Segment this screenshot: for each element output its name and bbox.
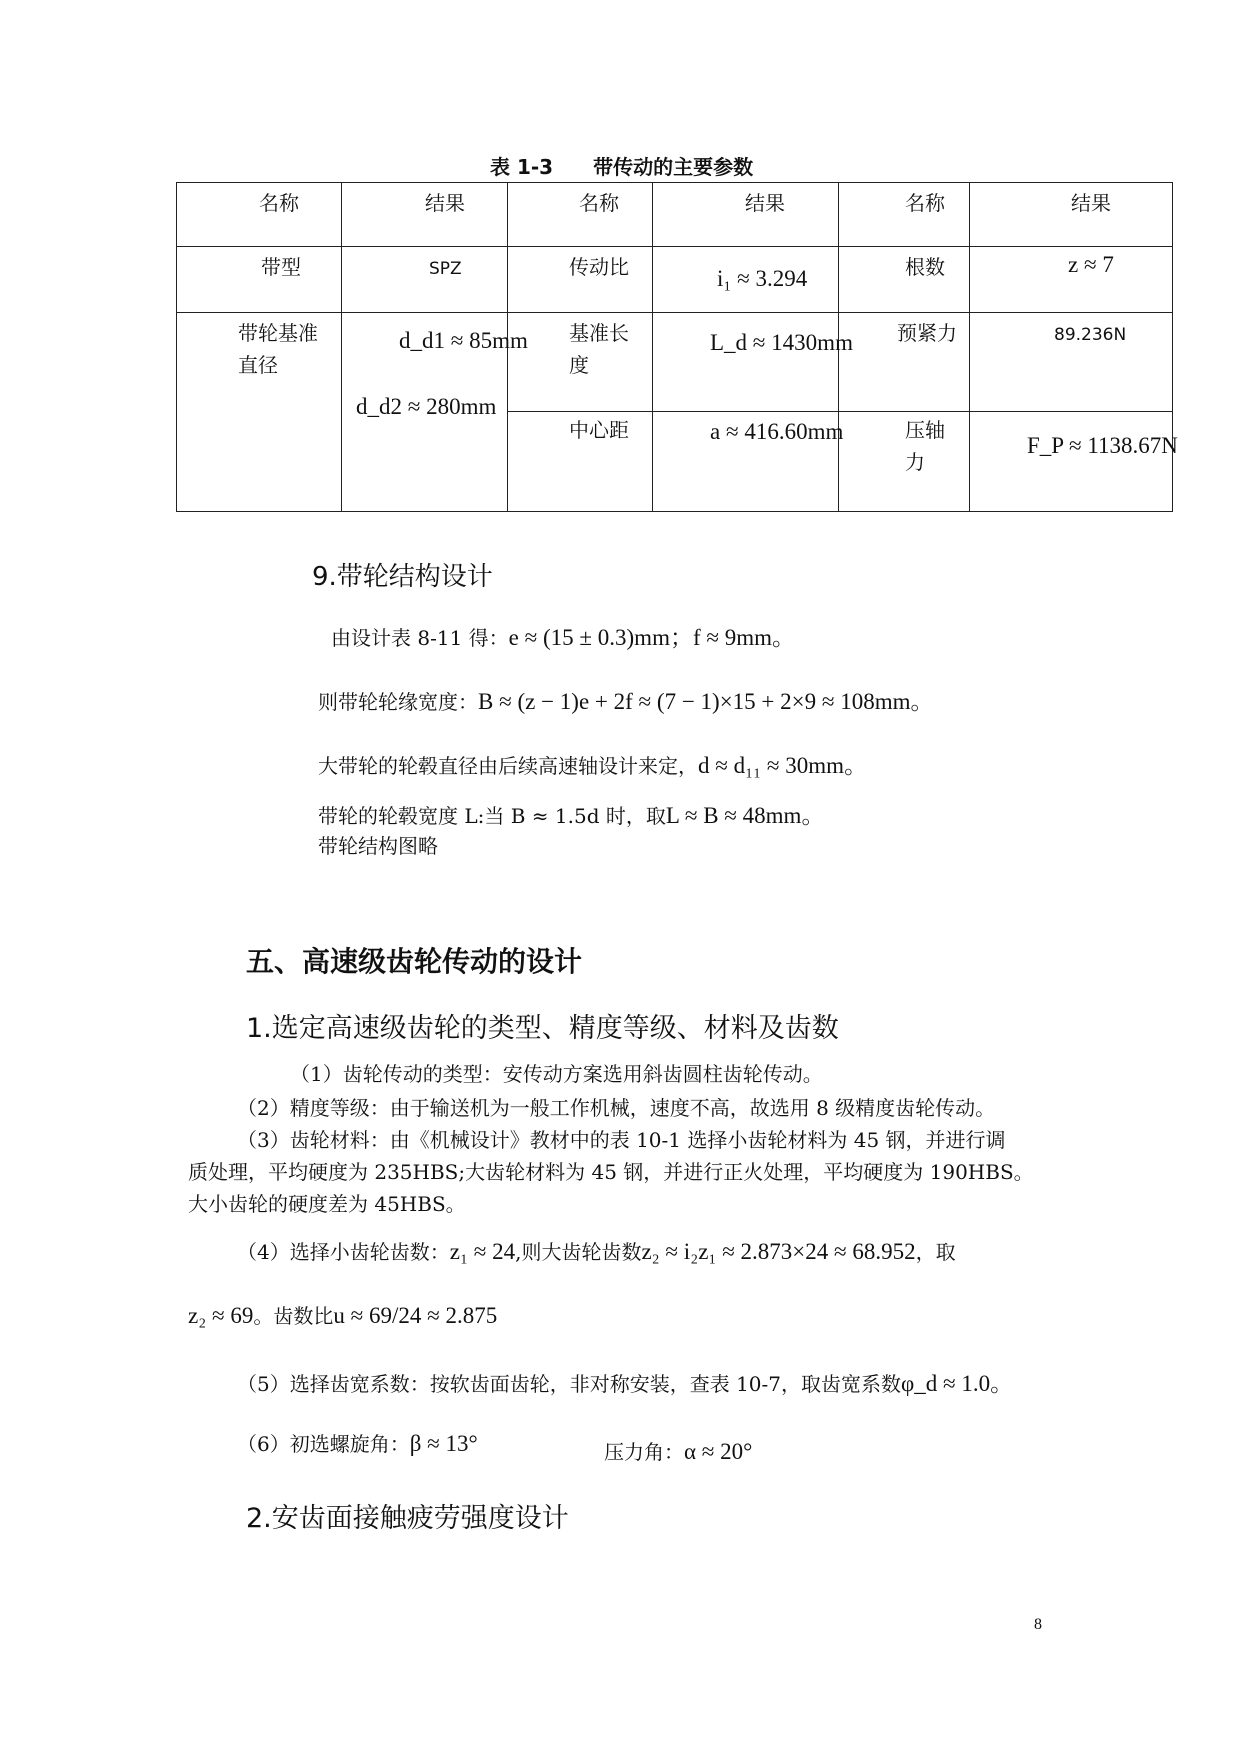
dd1-value: d_d1 ≈ 85mm <box>399 328 528 354</box>
page-number: 8 <box>1034 1616 1042 1633</box>
table-cell: L_d ≈ 1430mm <box>653 313 839 411</box>
subsection-2-heading: 2.安齿面接触疲劳强度设计 <box>246 1503 569 1534</box>
paragraph-4-line-1: （4）选择小齿轮齿数：z₁ ≈ 24,则大齿轮齿数z₂ ≈ i₂z₁ ≈ 2.873×24 ≈ 68.952，取 <box>237 1239 956 1264</box>
subsection-1-heading: 1.选定高速级齿轮的类型、精度等级、材料及齿数 <box>246 1013 839 1044</box>
table-cell: 基准长度 <box>508 313 653 411</box>
table-cell: 压轴力 <box>839 411 970 511</box>
table-cell: 带型 <box>177 247 342 313</box>
table-caption-title: 带传动的主要参数 <box>593 155 754 179</box>
header-cell: 名称 <box>839 183 970 247</box>
header-cell: 结果 <box>970 183 1173 247</box>
paragraph-5: （5）选择齿宽系数：按软齿面齿轮，非对称安装，查表 10-7，取齿宽系数φ_d ≈ 1.0。 <box>237 1371 1014 1396</box>
table-cell: a ≈ 416.60mm <box>653 411 839 511</box>
dd2-value: d_d2 ≈ 280mm <box>356 394 497 420</box>
table-cell: z ≈ 7 <box>970 247 1173 313</box>
table-cell: SPZ <box>342 247 508 313</box>
paragraph-2: （2）精度等级：由于输送机为一般工作机械，速度不高，故选用 8 级精度齿轮传动。 <box>237 1096 996 1120</box>
table-cell: F_P ≈ 1138.67N <box>970 411 1173 511</box>
header-cell: 结果 <box>342 183 508 247</box>
table-cell: 传动比 <box>508 247 653 313</box>
chapter-5-heading: 五、高速级齿轮传动的设计 <box>246 945 583 978</box>
header-cell: 结果 <box>653 183 839 247</box>
table-cell: 预紧力 <box>839 313 970 411</box>
paragraph-1: （1）齿轮传动的类型：安传动方案选用斜齿圆柱齿轮传动。 <box>290 1062 823 1086</box>
section-9-line-3: 大带轮的轮毂直径由后续高速轴设计来定，d ≈ d₁₁ ≈ 30mm。 <box>318 753 868 778</box>
table-row <box>177 313 1173 411</box>
table-cell <box>342 313 528 512</box>
table-cell: 中心距 <box>508 411 653 511</box>
paragraph-3-line-3: 大小齿轮的硬度差为 45HBS。 <box>188 1192 466 1216</box>
section-9-line-4: 带轮的轮毂宽度 L:当 B ≈ 1.5d 时，取L ≈ B ≈ 48mm。 <box>318 803 825 828</box>
section-9-line-5: 带轮结构图略 <box>318 834 438 858</box>
section-9-line-2: 则带轮轮缘宽度：B ≈ (z − 1)e + 2f ≈ (7 − 1)×15 + 2×9 ≈ 108mm。 <box>318 689 934 714</box>
paragraph-6-left: （6）初选螺旋角：β ≈ 13° <box>237 1431 478 1456</box>
table-cell: 根数 <box>839 247 970 313</box>
paragraph-3-line-1: （3）齿轮材料：由《机械设计》教材中的表 10-1 选择小齿轮材料为 45 钢，并进行调 <box>237 1128 1006 1152</box>
table-caption <box>490 151 753 180</box>
table-cell: i₁ ≈ 3.294 <box>653 247 839 313</box>
section-9-line-1: 由设计表 8-11 得：e ≈ (15 ± 0.3)mm；f ≈ 9mm。 <box>331 625 796 650</box>
header-cell: 名称 <box>508 183 653 247</box>
table-row <box>177 247 1173 313</box>
belt-parameter-table <box>176 182 1178 512</box>
table-header-row <box>177 183 1173 247</box>
section-9-heading: 9.带轮结构设计 <box>312 562 493 592</box>
table-cell: 带轮基准直径 <box>177 313 342 512</box>
table-caption-number: 表 1-3 <box>490 155 554 179</box>
header-cell: 名称 <box>177 183 342 247</box>
paragraph-3-line-2: 质处理，平均硬度为 235HBS;大齿轮材料为 45 钢，并进行正火处理，平均硬度为 190HBS。 <box>188 1160 1034 1184</box>
table-cell: 89.236N <box>970 313 1173 411</box>
paragraph-4-line-2: z₂ ≈ 69。齿数比u ≈ 69/24 ≈ 2.875 <box>188 1303 498 1328</box>
paragraph-6-right: 压力角：α ≈ 20° <box>604 1439 753 1464</box>
